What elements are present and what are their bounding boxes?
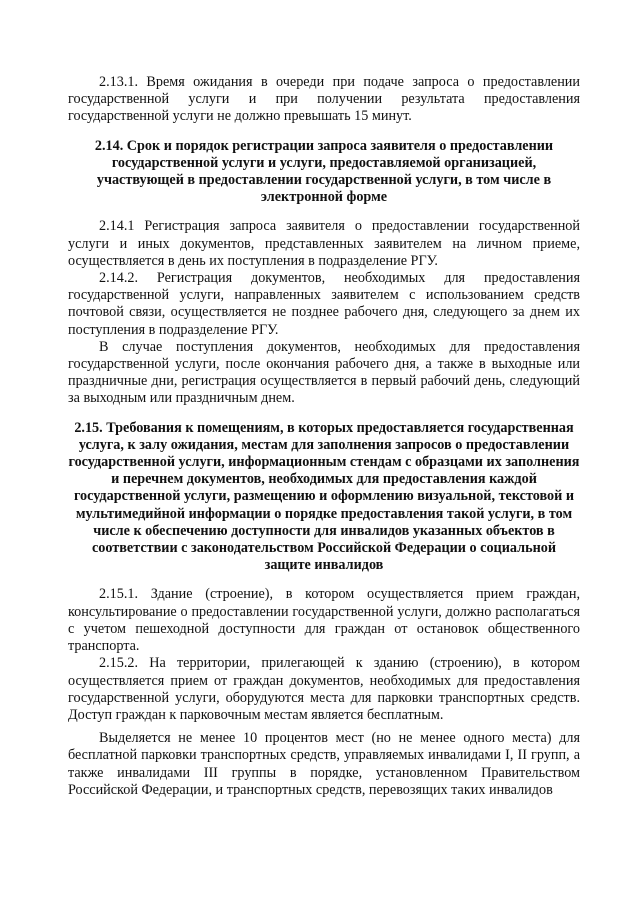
paragraph-2-14-1: 2.14.1 Регистрация запроса заявителя о предоставлении государственной услуги и иных документов, представленных заявителем на личном приеме, осуществляется в день их поступления в подразделение РГУ. [68, 218, 580, 269]
paragraph-2-14-3: В случае поступления документов, необходимых для предоставления государственной услуги, после окончания рабочего дня, а также в выходные или праздничные дни, регистрация осуществляется в первый рабочий день, следующий за выходным или праздничным днем. [68, 338, 580, 407]
paragraph-2-15-2: 2.15.2. На территории, прилегающей к зданию (строению), в котором осуществляется прием от граждан документов, необходимых для предоставления государственной услуги, оборудуются места для парковки транспортных средств. Доступ граждан к парковочным местам является бесплатным. [68, 655, 580, 723]
paragraph-2-13-1: 2.13.1. Время ожидания в очереди при подаче запроса о предоставлении государственной услуги и при получении результата предоставления государственной услуги не должно превышать 15 минут. [68, 74, 580, 125]
paragraph-2-14-2: 2.14.2. Регистрация документов, необходимых для предоставления государственной услуги, направленных заявителем с использованием средств почтовой связи, осуществляется не позднее рабочего дня, следующего за днем их поступления в подразделение РГУ. [68, 270, 580, 338]
document-body [68, 74, 580, 799]
heading-2-15: 2.15. Требования к помещениям, в которых предоставляется государственная услуга, к залу ожидания, местам для заполнения запросов о предоставлении государственной услуги, информационным стендам с образцами их заполнения и перечнем документов, необходимых для предоставления каждой государственной услуги, размещению и оформлению визуальной, текстовой и мультимедийной информации о порядке предоставления такой услуги, в том числе к обеспечению доступности для инвалидов указанных объектов в соответствии с законодательством Российской Федерации о социальной защите инвалидов [68, 419, 580, 574]
paragraph-2-15-1: 2.15.1. Здание (строение), в котором осуществляется прием граждан, консультирование о предоставлении государственной услуги, должно располагаться с учетом пешеходной доступности для граждан от остановок общественного транспорта. [68, 586, 580, 655]
heading-2-14: 2.14. Срок и порядок регистрации запроса заявителя о предоставлении государственной услуги и услуги, предоставляемой организацией, участвующей в предоставлении государственной услуги, в том числе в электронной форме [94, 137, 554, 206]
paragraph-2-15-3: Выделяется не менее 10 процентов мест (но не менее одного места) для бесплатной парковки транспортных средств, управляемых инвалидами I, II групп, а также инвалидами III группы в порядке, установленном Правительством Российской Федерации, и транспортных средств, перевозящих таких инвалидов [68, 730, 580, 798]
